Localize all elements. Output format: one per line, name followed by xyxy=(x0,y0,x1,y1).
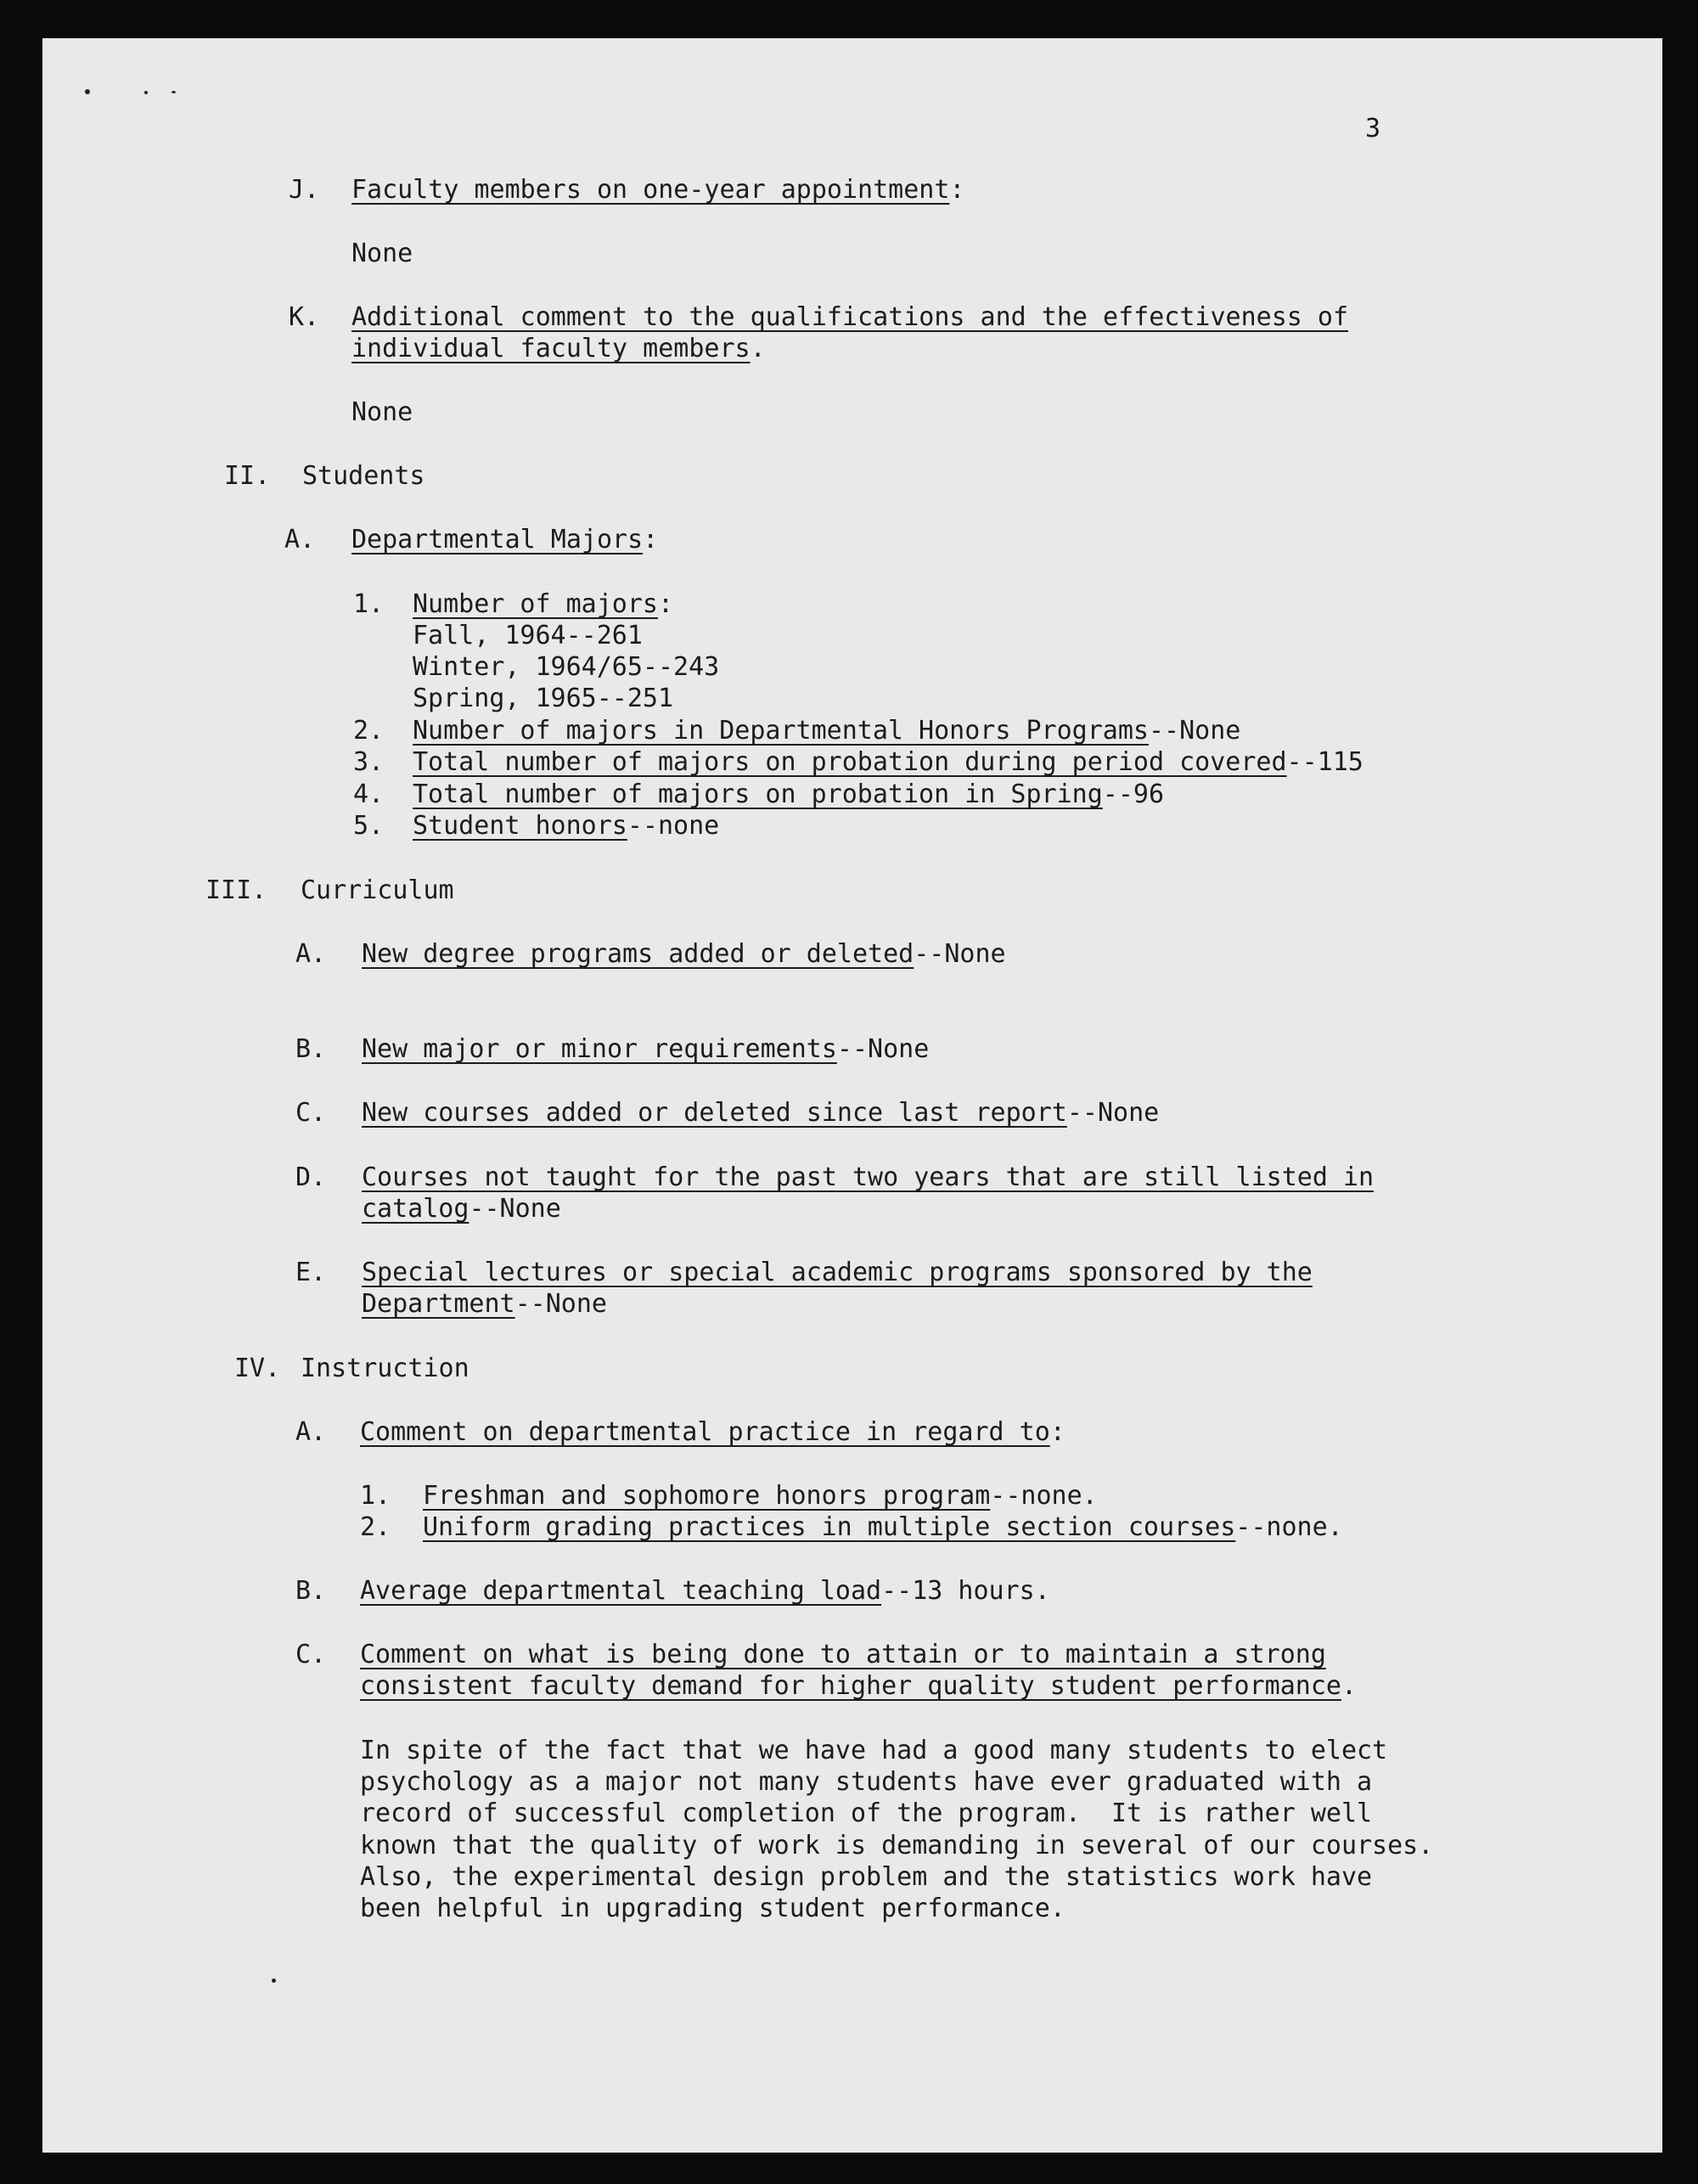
list-item-number: 3. xyxy=(353,747,385,777)
list-item-number: 2. xyxy=(360,1512,391,1542)
list-item-number: 1. xyxy=(360,1481,391,1511)
section-iv-b-label: B. xyxy=(295,1576,327,1606)
curriculum-item: New courses added or deleted since last report--None xyxy=(362,1098,1160,1128)
curriculum-item-label: D. xyxy=(295,1162,327,1192)
curriculum-item-line2: catalog--None xyxy=(362,1194,561,1224)
curriculum-item: New major or minor requirements--None xyxy=(362,1034,930,1064)
list-item: Number of majors in Departmental Honors Programs--None xyxy=(413,716,1241,746)
section-j-answer: None xyxy=(351,239,413,268)
list-item-number: 1. xyxy=(353,589,385,619)
list-item-number: 2. xyxy=(353,716,385,746)
curriculum-item-label: E. xyxy=(295,1258,327,1287)
section-iv-label: IV. xyxy=(234,1354,281,1383)
section-k-heading-line1: Additional comment to the qualifications and the effectiveness of xyxy=(351,302,1348,332)
paragraph-line: In spite of the fact that we have had a good many students to elect xyxy=(360,1736,1388,1765)
list-item-number: 4. xyxy=(353,780,385,809)
section-j-heading: Faculty members on one-year appointment: xyxy=(351,175,965,205)
curriculum-item-label: B. xyxy=(295,1034,327,1064)
section-iv-c-label: C. xyxy=(295,1640,327,1669)
stray-mark xyxy=(272,1979,276,1983)
section-iv-c-heading-line1: Comment on what is being done to attain or to maintain a strong xyxy=(360,1640,1326,1669)
list-item: Student honors--none xyxy=(413,811,720,841)
list-item-number: 5. xyxy=(353,811,385,841)
stray-mark xyxy=(144,91,148,94)
paragraph-line: psychology as a major not many students have ever graduated with a xyxy=(360,1767,1373,1797)
page-number: 3 xyxy=(1365,114,1381,144)
section-iii-title: Curriculum xyxy=(301,875,454,905)
majors-count-winter: Winter, 1964/65--243 xyxy=(413,652,720,682)
section-ii-label: II. xyxy=(224,461,271,491)
curriculum-item-line2: Department--None xyxy=(362,1289,607,1319)
curriculum-item-line1: Courses not taught for the past two years that are still listed in xyxy=(362,1162,1375,1192)
section-ii-title: Students xyxy=(302,461,425,491)
list-item: Uniform grading practices in multiple section courses--none. xyxy=(423,1512,1343,1542)
paragraph-line: been helpful in upgrading student performance. xyxy=(360,1894,1065,1923)
section-ii-a-heading: Departmental Majors: xyxy=(351,525,659,554)
section-iv-a-heading: Comment on departmental practice in regard to: xyxy=(360,1417,1065,1447)
list-item: Total number of majors on probation in Spring--96 xyxy=(413,780,1165,809)
section-k-answer: None xyxy=(351,397,413,427)
section-iii-label: III. xyxy=(205,875,267,905)
list-item: Number of majors: xyxy=(413,589,674,619)
curriculum-item-label: A. xyxy=(295,939,327,969)
section-ii-a-label: A. xyxy=(284,525,316,554)
paragraph-line: known that the quality of work is demanding in several of our courses. xyxy=(360,1831,1434,1860)
paragraph-line: Also, the experimental design problem and the statistics work have xyxy=(360,1862,1373,1892)
list-item: Total number of majors on probation during period covered--115 xyxy=(413,747,1363,777)
document-page xyxy=(42,38,1662,2153)
curriculum-item: New degree programs added or deleted--None xyxy=(362,939,1006,969)
section-k-label: K. xyxy=(289,302,320,332)
majors-count-spring: Spring, 1965--251 xyxy=(413,684,674,713)
stray-mark xyxy=(171,91,176,93)
section-iv-c-heading-line2: consistent faculty demand for higher quality student performance. xyxy=(360,1671,1357,1701)
section-iv-a-label: A. xyxy=(295,1417,327,1447)
section-iv-b-text: Average departmental teaching load--13 hours. xyxy=(360,1576,1050,1606)
section-j-label: J. xyxy=(289,175,320,205)
majors-count-fall: Fall, 1964--261 xyxy=(413,621,643,650)
stray-mark xyxy=(85,89,90,94)
list-item: Freshman and sophomore honors program--none. xyxy=(423,1481,1098,1511)
curriculum-item-label: C. xyxy=(295,1098,327,1128)
curriculum-item-line1: Special lectures or special academic programs sponsored by the xyxy=(362,1258,1313,1287)
section-k-heading-line2: individual faculty members. xyxy=(351,334,766,363)
paragraph-line: record of successful completion of the program. It is rather well xyxy=(360,1798,1373,1828)
section-iv-title: Instruction xyxy=(301,1354,469,1383)
